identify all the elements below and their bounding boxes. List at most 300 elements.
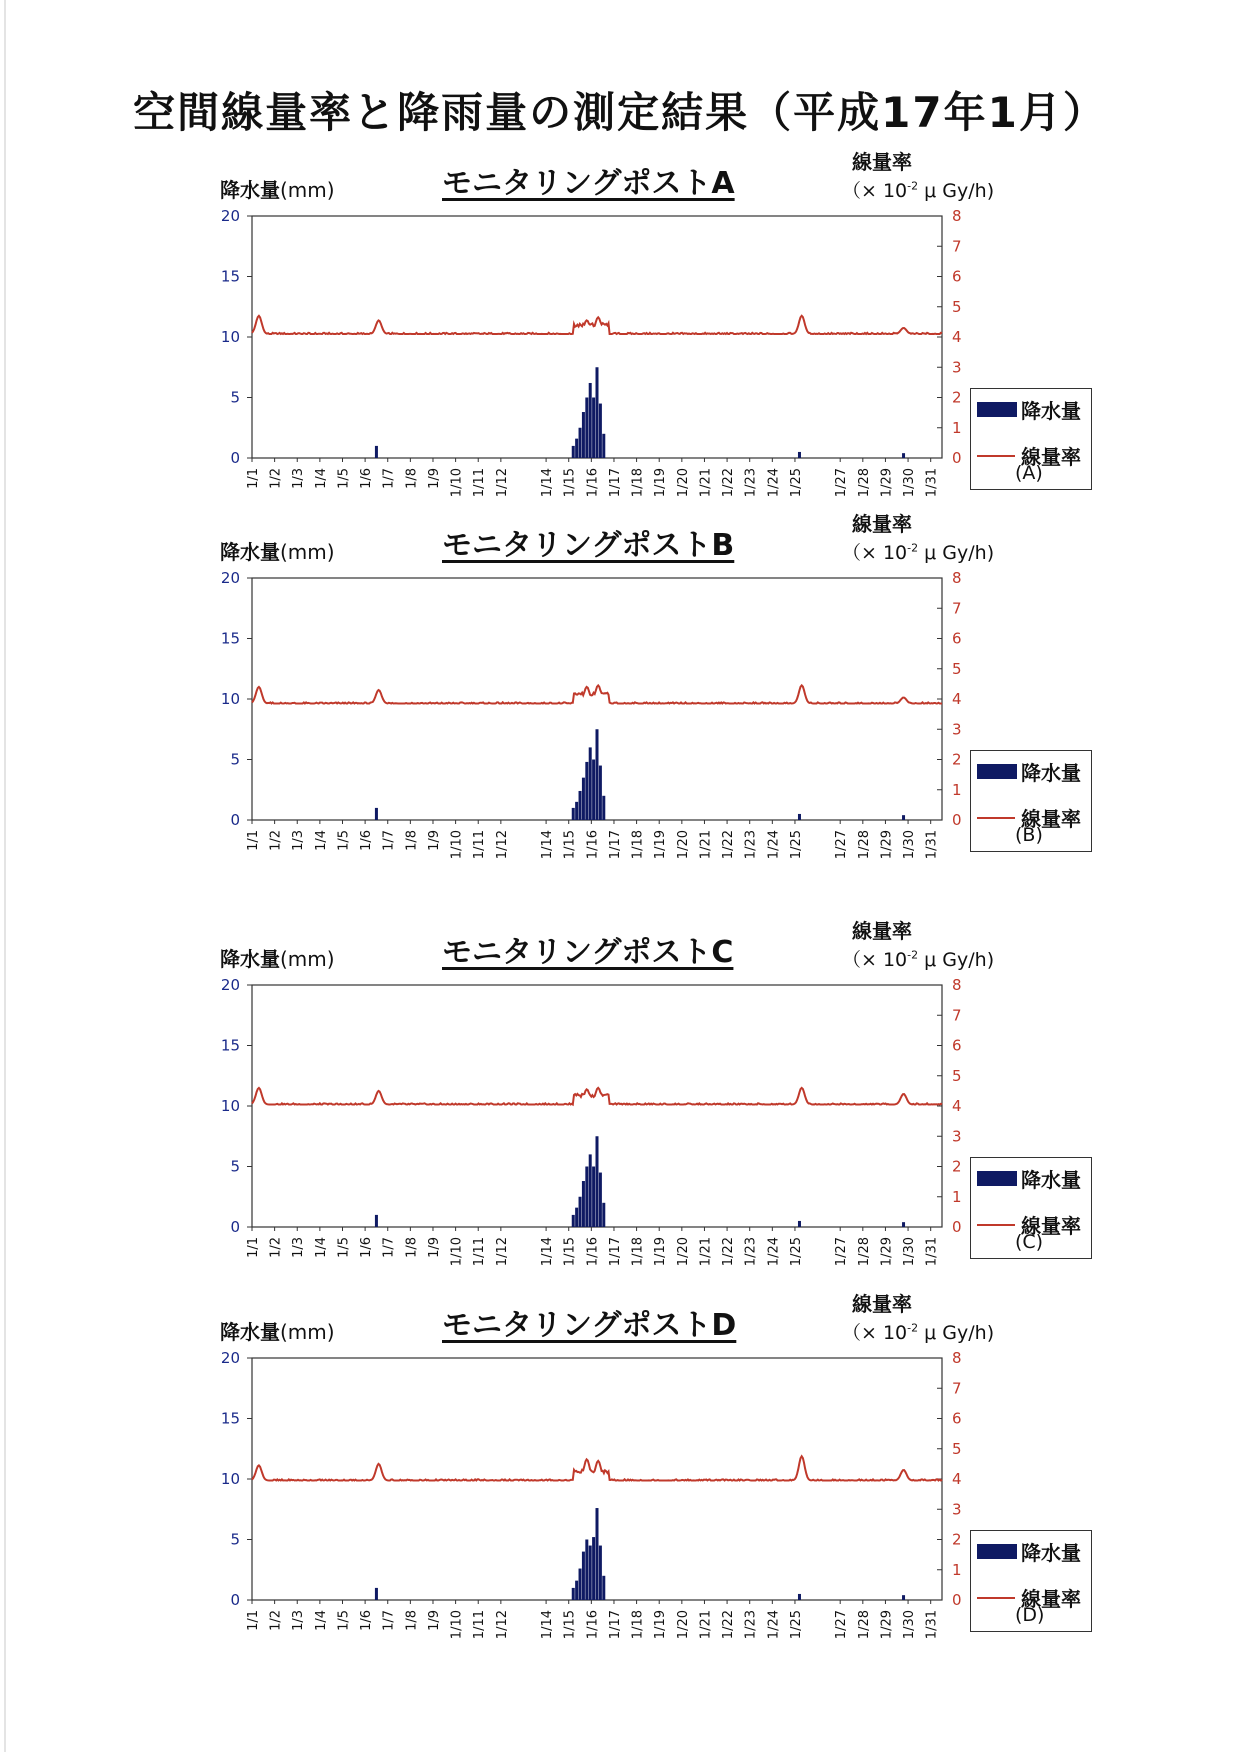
x-tick-label: 1/22 <box>721 1610 737 1640</box>
rain-bar <box>798 814 801 820</box>
rain-bar <box>592 1537 595 1600</box>
rain-tick-label: 0 <box>230 1591 240 1609</box>
rate-tick-label: 1 <box>952 1560 962 1579</box>
legend-rain-swatch <box>977 402 1017 417</box>
rain-tick-label: 5 <box>230 750 240 769</box>
rain-bar <box>596 1508 599 1600</box>
rain-bar <box>579 1569 582 1600</box>
rate-tick-label: 0 <box>952 1218 962 1236</box>
rain-bar <box>599 766 602 820</box>
x-tick-label: 1/23 <box>743 1237 759 1267</box>
chart-svg <box>202 976 982 1297</box>
rate-tick-label: 3 <box>952 1127 962 1146</box>
x-tick-label: 1/15 <box>562 1610 578 1640</box>
x-tick-label: 1/4 <box>313 830 329 851</box>
x-tick-label: 1/19 <box>653 468 669 498</box>
rain-tick-label: 5 <box>230 1530 240 1549</box>
rate-tick-label: 0 <box>952 811 962 829</box>
x-tick-label: 1/18 <box>630 830 646 860</box>
legend-station: (B) <box>1015 824 1043 846</box>
x-tick-label: 1/20 <box>675 830 691 860</box>
rain-tick-label: 15 <box>220 1036 240 1055</box>
x-tick-label: 1/5 <box>336 1237 352 1258</box>
x-tick-label: 1/5 <box>336 468 352 489</box>
rain-bar <box>599 1546 602 1600</box>
rate-unit-prefix: （× 10 <box>842 949 908 971</box>
x-tick-label: 1/30 <box>902 830 918 860</box>
x-tick-label: 1/2 <box>268 468 284 489</box>
x-tick-label: 1/10 <box>449 468 465 498</box>
rain-bar <box>602 434 605 458</box>
legend-rate-swatch <box>977 1597 1015 1599</box>
legend-rate-label: 線量率 <box>1021 807 1081 831</box>
x-tick-label: 1/4 <box>313 468 329 489</box>
rate-tick-label: 6 <box>952 1409 962 1428</box>
legend-rain-swatch <box>977 1544 1017 1559</box>
rain-bar <box>589 1154 592 1227</box>
legend-rate-label: 線量率 <box>1021 1214 1081 1238</box>
rain-bar <box>375 808 378 820</box>
rain-bar <box>599 1173 602 1227</box>
legend-rate-swatch <box>977 455 1015 457</box>
rain-bar <box>596 729 599 820</box>
x-tick-label: 1/11 <box>472 1610 488 1640</box>
x-tick-label: 1/16 <box>585 1610 601 1640</box>
rate-tick-label: 6 <box>952 267 962 286</box>
x-tick-label: 1/11 <box>472 1237 488 1267</box>
x-tick-label: 1/9 <box>426 1237 442 1258</box>
rate-tick-label: 5 <box>952 297 962 316</box>
x-tick-label: 1/7 <box>381 468 397 489</box>
legend-rain-label: 降水量 <box>1021 1168 1081 1192</box>
rain-tick-label: 0 <box>230 1218 240 1236</box>
x-tick-label: 1/29 <box>879 830 895 860</box>
x-tick-label: 1/8 <box>404 1610 420 1631</box>
rain-bar <box>375 1588 378 1600</box>
rain-tick-label: 15 <box>220 267 240 286</box>
chart-title: モニタリングポストA <box>442 166 735 201</box>
rain-bar <box>375 1215 378 1227</box>
x-tick-label: 1/11 <box>472 468 488 498</box>
legend-rain <box>977 757 1081 786</box>
rate-tick-label: 0 <box>952 1591 962 1609</box>
x-tick-label: 1/14 <box>540 1610 556 1640</box>
x-tick-label: 1/16 <box>585 468 601 498</box>
rain-bar <box>592 398 595 459</box>
x-tick-label: 1/5 <box>336 830 352 851</box>
chart-title: モニタリングポストC <box>442 935 734 970</box>
rate-axis-title: 線量率 <box>852 150 912 174</box>
rain-tick-label: 10 <box>220 1470 240 1488</box>
x-tick-label: 1/17 <box>607 468 623 498</box>
chart-svg <box>202 1349 982 1670</box>
rain-bar <box>798 1594 801 1600</box>
x-tick-label: 1/31 <box>924 1237 940 1267</box>
x-tick-label: 1/19 <box>653 1610 669 1640</box>
rain-bar <box>585 1540 588 1601</box>
rain-bar <box>599 404 602 458</box>
x-tick-label: 1/31 <box>924 1610 940 1640</box>
legend-rate-swatch <box>977 1224 1015 1226</box>
rate-unit-suffix: μ Gy/h) <box>918 542 995 564</box>
x-tick-label: 1/14 <box>540 830 556 860</box>
rain-tick-label: 0 <box>230 449 240 467</box>
x-tick-label: 1/3 <box>291 830 307 851</box>
rate-unit-prefix: （× 10 <box>842 542 908 564</box>
chart-panel <box>0 1290 1240 1650</box>
rain-bar <box>602 1576 605 1600</box>
x-tick-label: 1/10 <box>449 1237 465 1267</box>
x-tick-label: 1/15 <box>562 468 578 498</box>
x-tick-label: 1/3 <box>291 468 307 489</box>
rain-bar <box>575 439 578 458</box>
rate-axis-title: 線量率 <box>852 919 912 943</box>
rate-tick-label: 3 <box>952 720 962 739</box>
rate-unit-prefix: （× 10 <box>842 180 908 202</box>
legend-rate-label: 線量率 <box>1021 445 1081 469</box>
rate-tick-label: 1 <box>952 418 962 437</box>
rain-axis-unit: (mm) <box>280 540 335 564</box>
x-tick-label: 1/22 <box>721 830 737 860</box>
chart-svg <box>202 569 982 890</box>
rate-tick-label: 8 <box>952 976 962 994</box>
x-tick-label: 1/6 <box>359 1237 375 1258</box>
x-tick-label: 1/25 <box>788 1610 804 1640</box>
x-tick-label: 1/2 <box>268 1610 284 1631</box>
rain-tick-label: 15 <box>220 1409 240 1428</box>
rate-tick-label: 7 <box>952 237 962 256</box>
rate-unit-exponent: -2 <box>907 948 919 962</box>
x-tick-label: 1/31 <box>924 468 940 498</box>
x-tick-label: 1/4 <box>313 1610 329 1631</box>
rate-tick-label: 3 <box>952 1500 962 1519</box>
x-tick-label: 1/21 <box>698 1237 714 1267</box>
x-tick-label: 1/24 <box>766 468 782 498</box>
rain-bar <box>902 453 905 458</box>
rate-tick-label: 6 <box>952 1036 962 1055</box>
rain-axis-label: 降水量 <box>220 540 280 564</box>
x-tick-label: 1/18 <box>630 1237 646 1267</box>
x-tick-label: 1/10 <box>449 1610 465 1640</box>
rain-bar <box>596 1136 599 1227</box>
x-tick-label: 1/27 <box>834 1237 850 1267</box>
rain-bar <box>575 1581 578 1600</box>
rate-tick-label: 7 <box>952 599 962 618</box>
rain-bar <box>375 446 378 458</box>
rain-bar <box>798 1221 801 1227</box>
rate-tick-label: 4 <box>952 1097 962 1115</box>
rain-axis-unit: (mm) <box>280 947 335 971</box>
legend-rain-swatch <box>977 1171 1017 1186</box>
rate-axis-title: 線量率 <box>852 512 912 536</box>
x-tick-label: 1/30 <box>902 1610 918 1640</box>
x-tick-label: 1/30 <box>902 468 918 498</box>
rate-axis-unit <box>842 945 994 972</box>
rain-bar <box>572 1215 575 1227</box>
x-tick-label: 1/1 <box>246 830 261 851</box>
chart-legend <box>970 388 1092 490</box>
rain-bar <box>579 791 582 820</box>
legend-rate-label: 線量率 <box>1021 1587 1081 1611</box>
x-tick-label: 1/10 <box>449 830 465 860</box>
x-tick-label: 1/2 <box>268 1237 284 1258</box>
x-tick-label: 1/12 <box>494 1237 510 1267</box>
x-tick-label: 1/8 <box>404 468 420 489</box>
x-tick-label: 1/18 <box>630 468 646 498</box>
rate-tick-label: 2 <box>952 750 962 769</box>
x-tick-label: 1/23 <box>743 830 759 860</box>
rain-axis-unit: (mm) <box>280 1320 335 1344</box>
x-tick-label: 1/5 <box>336 1610 352 1631</box>
rain-tick-label: 5 <box>230 388 240 407</box>
rate-unit-exponent: -2 <box>907 179 919 193</box>
chart-title: モニタリングポストD <box>442 1308 737 1343</box>
rain-tick-label: 10 <box>220 328 240 346</box>
x-tick-label: 1/2 <box>268 830 284 851</box>
rain-tick-label: 10 <box>220 690 240 708</box>
rate-tick-label: 2 <box>952 1157 962 1176</box>
legend-rain-label: 降水量 <box>1021 399 1081 423</box>
x-tick-label: 1/27 <box>834 468 850 498</box>
rain-tick-label: 20 <box>220 569 240 587</box>
rate-tick-label: 5 <box>952 1439 962 1458</box>
x-tick-label: 1/1 <box>246 468 261 489</box>
rate-tick-label: 8 <box>952 569 962 587</box>
x-tick-label: 1/24 <box>766 1237 782 1267</box>
rate-unit-exponent: -2 <box>907 1321 919 1335</box>
chart-panel <box>0 910 1240 1270</box>
legend-rate-swatch <box>977 817 1015 819</box>
x-tick-label: 1/25 <box>788 830 804 860</box>
rain-bar <box>589 747 592 820</box>
x-tick-label: 1/12 <box>494 1610 510 1640</box>
chart-legend <box>970 1157 1092 1259</box>
x-tick-label: 1/14 <box>540 468 556 498</box>
legend-rain <box>977 395 1081 424</box>
rain-bar <box>602 796 605 820</box>
rate-unit-prefix: （× 10 <box>842 1322 908 1344</box>
rate-line <box>252 316 942 334</box>
x-tick-label: 1/14 <box>540 1237 556 1267</box>
legend-station: (D) <box>1015 1604 1045 1626</box>
x-tick-label: 1/7 <box>381 1237 397 1258</box>
x-tick-label: 1/22 <box>721 468 737 498</box>
rain-tick-label: 20 <box>220 1349 240 1367</box>
page-title: 空間線量率と降雨量の測定結果（平成17年1月） <box>133 88 1107 137</box>
rain-bar <box>582 1552 585 1600</box>
x-tick-label: 1/6 <box>359 468 375 489</box>
rate-unit-suffix: μ Gy/h) <box>918 180 995 202</box>
rain-bar <box>582 778 585 820</box>
rate-line <box>252 1088 942 1105</box>
x-tick-label: 1/17 <box>607 1237 623 1267</box>
rate-tick-label: 0 <box>952 449 962 467</box>
rain-bar <box>582 1181 585 1227</box>
rate-tick-label: 5 <box>952 1066 962 1085</box>
x-tick-label: 1/29 <box>879 1610 895 1640</box>
rain-tick-label: 10 <box>220 1097 240 1115</box>
rain-axis-title <box>220 174 335 203</box>
x-tick-label: 1/27 <box>834 830 850 860</box>
legend-rain-label: 降水量 <box>1021 761 1081 785</box>
rain-bar <box>602 1203 605 1227</box>
x-tick-label: 1/3 <box>291 1237 307 1258</box>
x-tick-label: 1/23 <box>743 468 759 498</box>
rate-unit-suffix: μ Gy/h) <box>918 949 995 971</box>
rain-axis-unit: (mm) <box>280 178 335 202</box>
x-tick-label: 1/17 <box>607 1610 623 1640</box>
rate-tick-label: 1 <box>952 780 962 799</box>
chart-panel <box>0 512 1240 880</box>
x-tick-label: 1/28 <box>856 830 872 860</box>
rain-tick-label: 20 <box>220 976 240 994</box>
x-tick-label: 1/18 <box>630 1610 646 1640</box>
rate-tick-label: 6 <box>952 629 962 648</box>
x-tick-label: 1/30 <box>902 1237 918 1267</box>
rate-line <box>252 1456 942 1480</box>
x-tick-label: 1/25 <box>788 468 804 498</box>
chart-panel <box>0 150 1240 510</box>
rain-bar <box>575 1208 578 1227</box>
rain-bar <box>585 762 588 820</box>
rain-tick-label: 0 <box>230 811 240 829</box>
rate-tick-label: 5 <box>952 659 962 678</box>
x-tick-label: 1/1 <box>246 1610 261 1631</box>
rain-bar <box>589 383 592 458</box>
rate-unit-suffix: μ Gy/h) <box>918 1322 995 1344</box>
rain-axis-label: 降水量 <box>220 1320 280 1344</box>
rain-tick-label: 20 <box>220 207 240 225</box>
rate-tick-label: 2 <box>952 1530 962 1549</box>
x-tick-label: 1/6 <box>359 830 375 851</box>
rain-bar <box>592 760 595 821</box>
rate-line <box>252 685 942 703</box>
x-tick-label: 1/7 <box>381 1610 397 1631</box>
rate-axis-unit <box>842 538 994 565</box>
legend-rain <box>977 1164 1081 1193</box>
legend-rain <box>977 1537 1081 1566</box>
x-tick-label: 1/28 <box>856 468 872 498</box>
rate-tick-label: 7 <box>952 1379 962 1398</box>
rain-bar <box>592 1167 595 1228</box>
x-tick-label: 1/17 <box>607 830 623 860</box>
x-tick-label: 1/12 <box>494 468 510 498</box>
rain-bar <box>902 1222 905 1227</box>
x-tick-label: 1/31 <box>924 830 940 860</box>
x-tick-label: 1/22 <box>721 1237 737 1267</box>
x-tick-label: 1/8 <box>404 1237 420 1258</box>
chart-legend <box>970 1530 1092 1632</box>
x-tick-label: 1/20 <box>675 1610 691 1640</box>
x-tick-label: 1/20 <box>675 468 691 498</box>
legend-station: (C) <box>1015 1231 1044 1253</box>
x-tick-label: 1/19 <box>653 830 669 860</box>
rate-axis-title: 線量率 <box>852 1292 912 1316</box>
x-tick-label: 1/28 <box>856 1237 872 1267</box>
x-tick-label: 1/15 <box>562 830 578 860</box>
chart-legend <box>970 750 1092 852</box>
x-tick-label: 1/11 <box>472 830 488 860</box>
rain-tick-label: 15 <box>220 629 240 648</box>
x-tick-label: 1/29 <box>879 1237 895 1267</box>
rain-axis-label: 降水量 <box>220 178 280 202</box>
chart-svg <box>202 207 982 528</box>
x-tick-label: 1/1 <box>246 1237 261 1258</box>
rate-tick-label: 4 <box>952 690 962 708</box>
x-tick-label: 1/21 <box>698 1610 714 1640</box>
rain-axis-label: 降水量 <box>220 947 280 971</box>
rain-bar <box>902 1595 905 1600</box>
rate-axis-unit <box>842 176 994 203</box>
x-tick-label: 1/9 <box>426 1610 442 1631</box>
x-tick-label: 1/9 <box>426 830 442 851</box>
x-tick-label: 1/12 <box>494 830 510 860</box>
rain-bar <box>572 808 575 820</box>
rate-unit-exponent: -2 <box>907 541 919 555</box>
rain-bar <box>582 412 585 458</box>
x-tick-label: 1/23 <box>743 1610 759 1640</box>
rain-axis-title <box>220 1316 335 1345</box>
rain-bar <box>579 1197 582 1227</box>
legend-station: (A) <box>1015 462 1043 484</box>
rate-tick-label: 4 <box>952 1470 962 1488</box>
rain-bar <box>596 367 599 458</box>
rain-bar <box>579 428 582 458</box>
x-tick-label: 1/15 <box>562 1237 578 1267</box>
x-tick-label: 1/21 <box>698 830 714 860</box>
rate-tick-label: 4 <box>952 328 962 346</box>
x-tick-label: 1/24 <box>766 830 782 860</box>
rate-tick-label: 8 <box>952 1349 962 1367</box>
rain-bar <box>798 452 801 458</box>
x-tick-label: 1/3 <box>291 1610 307 1631</box>
x-tick-label: 1/29 <box>879 468 895 498</box>
x-tick-label: 1/25 <box>788 1237 804 1267</box>
rain-bar <box>585 1167 588 1228</box>
rain-bar <box>902 815 905 820</box>
x-tick-label: 1/21 <box>698 468 714 498</box>
rain-bar <box>585 398 588 459</box>
rain-bar <box>572 1588 575 1600</box>
x-tick-label: 1/8 <box>404 830 420 851</box>
rate-tick-label: 1 <box>952 1187 962 1206</box>
x-tick-label: 1/19 <box>653 1237 669 1267</box>
x-tick-label: 1/7 <box>381 830 397 851</box>
x-tick-label: 1/9 <box>426 468 442 489</box>
chart-title: モニタリングポストB <box>442 528 735 563</box>
rain-bar <box>575 802 578 820</box>
x-tick-label: 1/28 <box>856 1610 872 1640</box>
rate-tick-label: 2 <box>952 388 962 407</box>
rain-axis-title <box>220 536 335 565</box>
x-tick-label: 1/4 <box>313 1237 329 1258</box>
rate-tick-label: 3 <box>952 358 962 377</box>
x-tick-label: 1/16 <box>585 830 601 860</box>
legend-rain-label: 降水量 <box>1021 1541 1081 1565</box>
rain-bar <box>589 1546 592 1600</box>
x-tick-label: 1/6 <box>359 1610 375 1631</box>
rate-tick-label: 8 <box>952 207 962 225</box>
x-tick-label: 1/16 <box>585 1237 601 1267</box>
rain-tick-label: 5 <box>230 1157 240 1176</box>
rain-axis-title <box>220 943 335 972</box>
rate-tick-label: 7 <box>952 1006 962 1025</box>
x-tick-label: 1/24 <box>766 1610 782 1640</box>
rate-axis-unit <box>842 1318 994 1345</box>
legend-rain-swatch <box>977 764 1017 779</box>
x-tick-label: 1/20 <box>675 1237 691 1267</box>
rain-bar <box>572 446 575 458</box>
